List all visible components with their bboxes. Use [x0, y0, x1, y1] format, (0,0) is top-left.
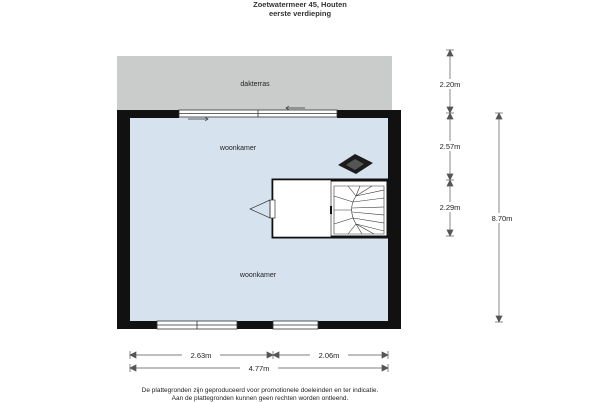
floorplan-address: Zoetwatermeer 45, Houten — [253, 0, 347, 9]
dimension-upper-room-depth: 2.57m — [439, 142, 461, 151]
dimension-total-width: 4.77m — [248, 364, 270, 373]
dimension-left-width: 2.63m — [190, 351, 212, 360]
disclaimer-line-2: Aan de plattegronden kunnen geen rechten worden ontleend. — [171, 395, 349, 402]
dimension-total-depth: 8.70m — [491, 214, 513, 223]
dimension-stair-depth: 2.29m — [439, 203, 461, 212]
terrace-label: dakterras — [240, 81, 270, 88]
living-room-label-bottom: woonkamer — [239, 272, 277, 279]
floorplan-floor-name: eerste verdieping — [268, 9, 332, 18]
dimension-terrace-depth: 2.20m — [439, 80, 461, 89]
staircase — [334, 186, 384, 234]
terrace-sliding-door — [179, 110, 337, 117]
disclaimer-line-1: De plattegronden zijn geproduceerd voor promotionele doeleinden en ter indicatie. — [141, 387, 379, 394]
living-room-label-top: woonkamer — [219, 145, 257, 152]
dimension-right-width: 2.06m — [318, 351, 340, 360]
right-dimension-lines — [446, 50, 503, 322]
